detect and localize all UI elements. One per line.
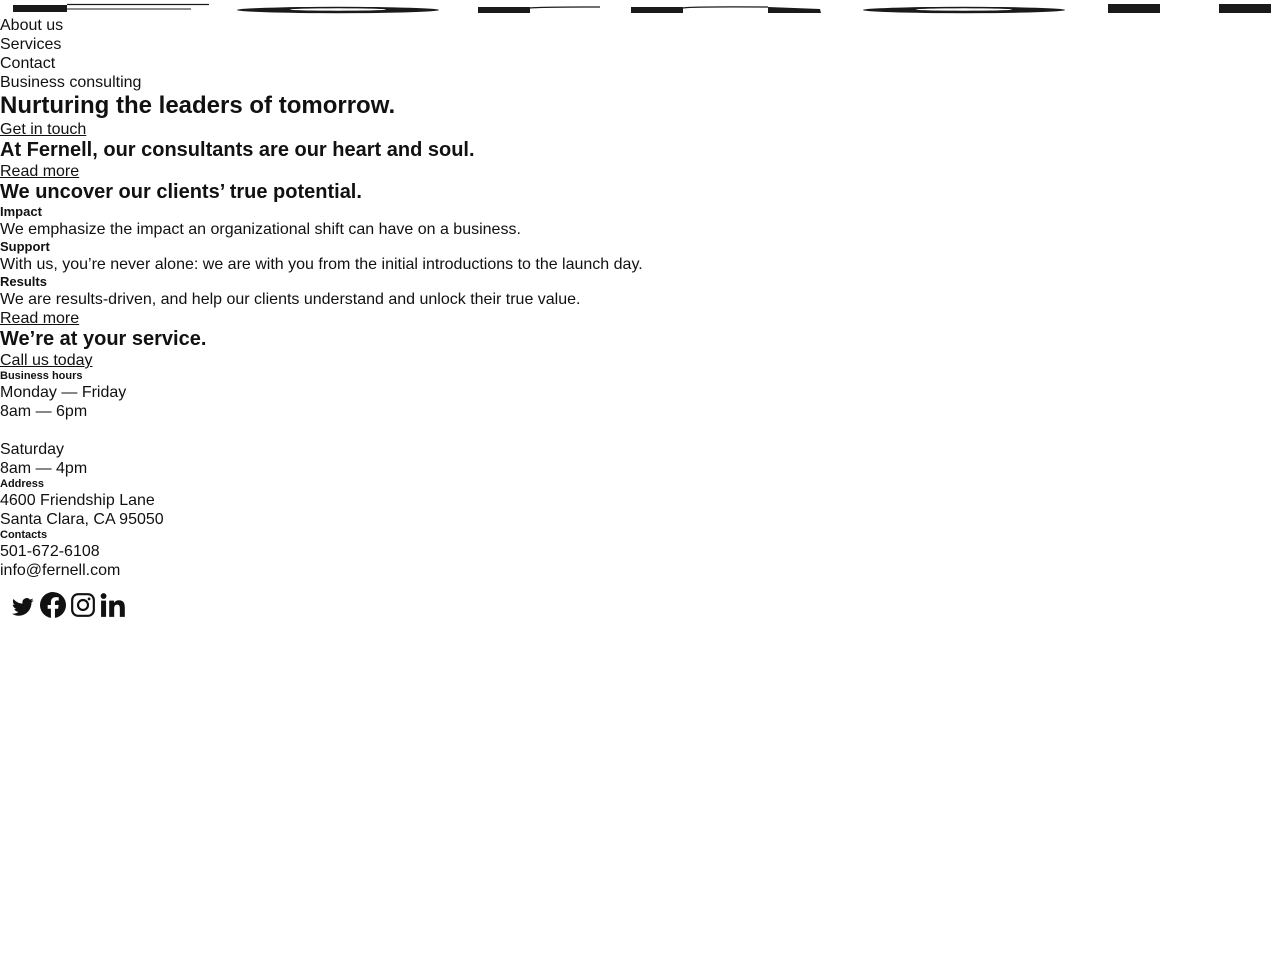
- weekday-hours-text: 8am — 6pm: [0, 403, 88, 420]
- twitter-icon: [10, 596, 36, 618]
- service-title: We’re at your service.: [0, 328, 207, 350]
- phone-number[interactable]: 501-672-6108: [0, 543, 100, 560]
- about-read-more-link[interactable]: Read more: [0, 163, 80, 180]
- footer: [0, 370, 1280, 618]
- hero-title: Nurturing the leaders of tomorrow.: [0, 92, 396, 119]
- about-title: At Fernell, our consultants are our heart and soul.: [0, 139, 475, 161]
- social-links: [0, 588, 1280, 618]
- values-read-more-link[interactable]: Read more: [0, 310, 80, 327]
- email-address[interactable]: info@fernell.com: [0, 562, 121, 579]
- get-in-touch-link[interactable]: Get in touch: [0, 121, 87, 138]
- call-us-today-link[interactable]: Call us today: [0, 352, 93, 369]
- value-text-support: With us, you’re never alone: we are with you from the initial introductions to the launch day.: [0, 256, 643, 273]
- linkedin-link[interactable]: [98, 588, 128, 618]
- main-nav: [0, 16, 1280, 92]
- value-heading-results: Results: [0, 274, 47, 289]
- hero-section: [0, 92, 1280, 139]
- nav-item-services[interactable]: Services: [0, 36, 62, 53]
- logo-wordmark-graphic: [0, 0, 1280, 16]
- address-label: Address: [0, 478, 45, 490]
- facebook-link[interactable]: [38, 588, 68, 618]
- about-section: [0, 139, 1280, 181]
- twitter-link[interactable]: [8, 588, 38, 618]
- saturday-text: Saturday: [0, 441, 65, 458]
- facebook-icon: [40, 592, 66, 618]
- value-heading-support: Support: [0, 239, 50, 254]
- weekdays-text: Monday — Friday: [0, 384, 127, 401]
- address-line-1: 4600 Friendship Lane: [0, 492, 155, 509]
- content: [0, 16, 1280, 618]
- contacts-label: Contacts: [0, 529, 48, 541]
- saturday-hours-text: 8am — 4pm: [0, 460, 88, 477]
- values-section: [0, 181, 1280, 328]
- value-text-impact: We emphasize the impact an organizational shift can have on a business.: [0, 221, 521, 238]
- service-section: [0, 328, 1280, 370]
- nav-item-business-consulting[interactable]: Business consulting: [0, 74, 142, 91]
- nav-item-contact[interactable]: Contact: [0, 55, 56, 72]
- linkedin-icon: [100, 592, 126, 618]
- instagram-link[interactable]: [68, 588, 98, 618]
- value-heading-impact: Impact: [0, 204, 42, 219]
- logo[interactable]: [0, 0, 1280, 16]
- hours-spacer: [0, 421, 1280, 440]
- instagram-icon: [70, 592, 96, 618]
- nav-item-about-us[interactable]: About us: [0, 17, 64, 34]
- values-title: We uncover our clients’ true potential.: [0, 181, 362, 203]
- business-hours-label: Business hours: [0, 370, 83, 382]
- value-text-results: We are results-driven, and help our clients understand and unlock their true value.: [0, 291, 581, 308]
- address-line-2: Santa Clara, CA 95050: [0, 511, 164, 528]
